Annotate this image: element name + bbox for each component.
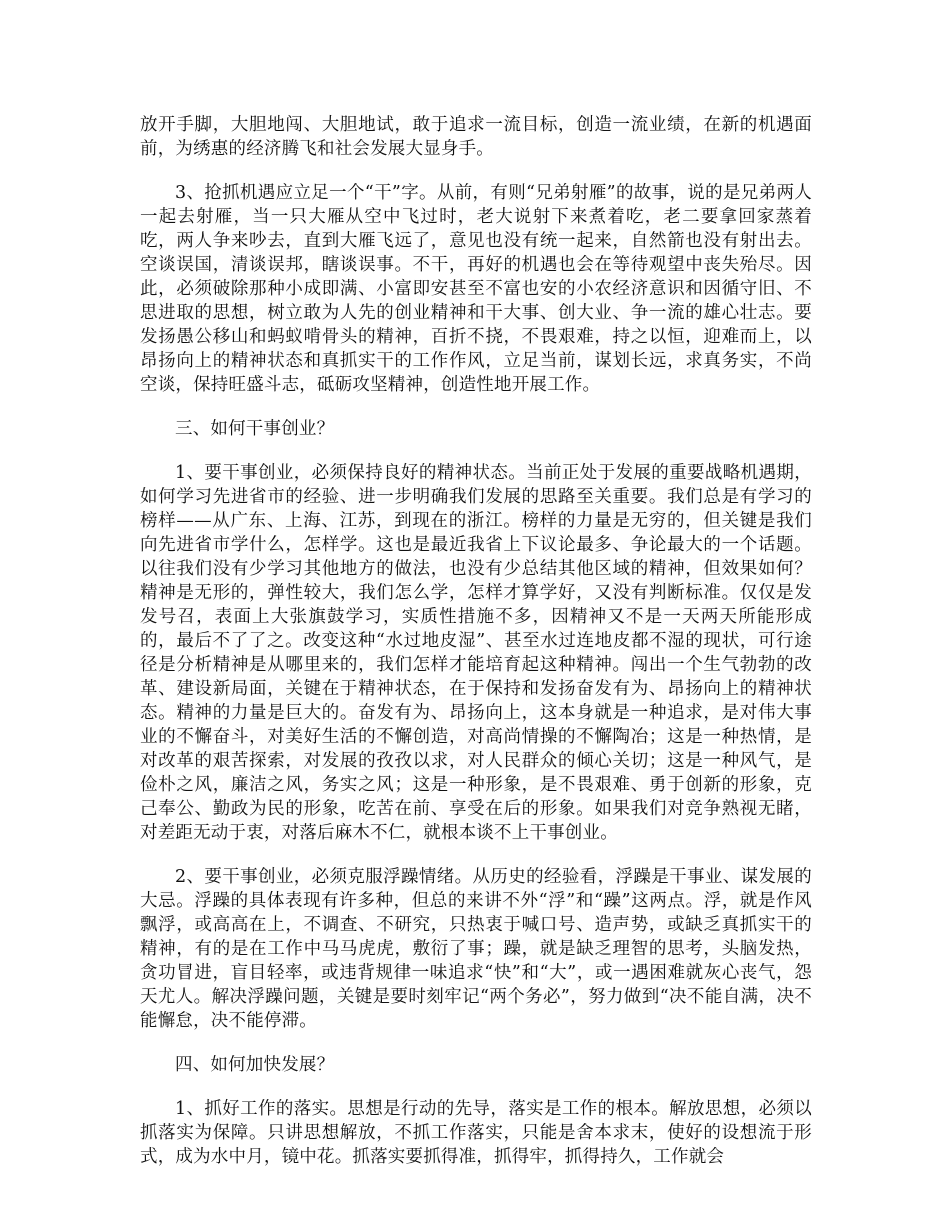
section-heading: 三、如何干事创业？ (175, 419, 335, 439)
body-paragraph: 放开手脚，大胆地闯、大胆地试，敢于追求一流目标，创造一流业绩，在新的机遇面前，为绣惠的经济腾飞和社会发展大显身手。 (140, 115, 812, 159)
section-heading: 四、如何加快发展？ (175, 1055, 335, 1075)
document-page (140, 113, 812, 1189)
body-paragraph: 2、要干事创业，必须克服浮躁情绪。从历史的经验看，浮躁是干事业、谋发展的大忌。浮躁的具体表现有许多种，但总的来讲不外“浮”和“躁”这两点。浮，就是作风飘浮，或高高在上，不调查、不研究，只热衷于喊口号、造声势，或缺乏真抓实干的精神，有的是在工作中马马虎虎，敷衍了事；躁，就是缺乏理智的思考，头脑发热，贪功冒进，盲目轻率，或违背规律一味追求“快”和“大”，或一遇困难就灰心丧气，怨天尤人。解决浮躁问题，关键是要时刻牢记“两个务必”，努力做到“决不能自满，决不能懈怠，决不能停滞。 (140, 867, 812, 1031)
body-paragraph: 3、抢抓机遇应立足一个“干”字。从前，有则“兄弟射雁”的故事，说的是兄弟两人一起去射雁，当一只大雁从空中飞过时，老大说射下来煮着吃，老二要拿回家蒸着吃，两人争来吵去，直到大雁飞远了，意见也没有统一起来，自然箭也没有射出去。空谈误国，清谈误邦，瞎谈误事。不干，再好的机遇也会在等待观望中丧失殆尽。因此，必须破除那种小成即满、小富即安甚至不富也安的小农经济意识和因循守旧、不思进取的思想，树立敢为人先的创业精神和干大事、创大业、争一流的雄心壮志。要发扬愚公移山和蚂蚁啃骨头的精神，百折不挠，不畏艰难，持之以恒，迎难而上，以昂扬向上的精神状态和真抓实干的工作作风，立足当前，谋划长远，求真务实，不尚空谈，保持旺盛斗志，砥砺攻坚精神，创造性地开展工作。 (140, 183, 812, 395)
body-paragraph: 1、要干事创业，必须保持良好的精神状态。当前正处于发展的重要战略机遇期，如何学习先进省市的经验、进一步明确我们发展的思路至关重要。我们总是有学习的榜样——从广东、上海、江苏，到现在的浙江。榜样的力量是无穷的，但关键是我们向先进省市学什么，怎样学。这也是最近我省上下议论最多、争论最大的一个话题。以往我们没有少学习其他地方的做法，也没有少总结其他区域的精神，但效果如何？精神是无形的，弹性较大，我们怎么学，怎样才算学好，又没有判断标准。仅仅是发发号召，表面上大张旗鼓学习，实质性措施不多，因精神又不是一天两天所能形成的，最后不了了之。改变这种“水过地皮湿”、甚至水过连地皮都不湿的现状，可行途径是分析精神是从哪里来的，我们怎样才能培育起这种精神。闯出一个生气勃勃的改革、建设新局面，关键在于精神状态，在于保持和发扬奋发有为、昂扬向上的精神状态。精神的力量是巨大的。奋发有为、昂扬向上，这本身就是一种追求，是对伟大事业的不懈奋斗，对美好生活的不懈创造，对高尚情操的不懈陶冶；这是一种热情，是对改革的艰苦探索，对发展的孜孜以求，对人民群众的倾心关切；这是一种风气，是俭朴之风，廉洁之风，务实之风；这是一种形象，是不畏艰难、勇于创新的形象，克己奉公、勤政为民的形象，吃苦在前、享受在后的形象。如果我们对竞争熟视无睹，对差距无动于衷，对落后麻木不仁，就根本谈不上干事创业。 (140, 463, 812, 843)
body-paragraph: 1、抓好工作的落实。思想是行动的先导，落实是工作的根本。解放思想，必须以抓落实为保障。只讲思想解放，不抓工作落实，只能是舍本求末，使好的设想流于形式，成为水中月，镜中花。抓落实要抓得准，抓得牢，抓得持久，工作就会 (140, 1099, 812, 1167)
